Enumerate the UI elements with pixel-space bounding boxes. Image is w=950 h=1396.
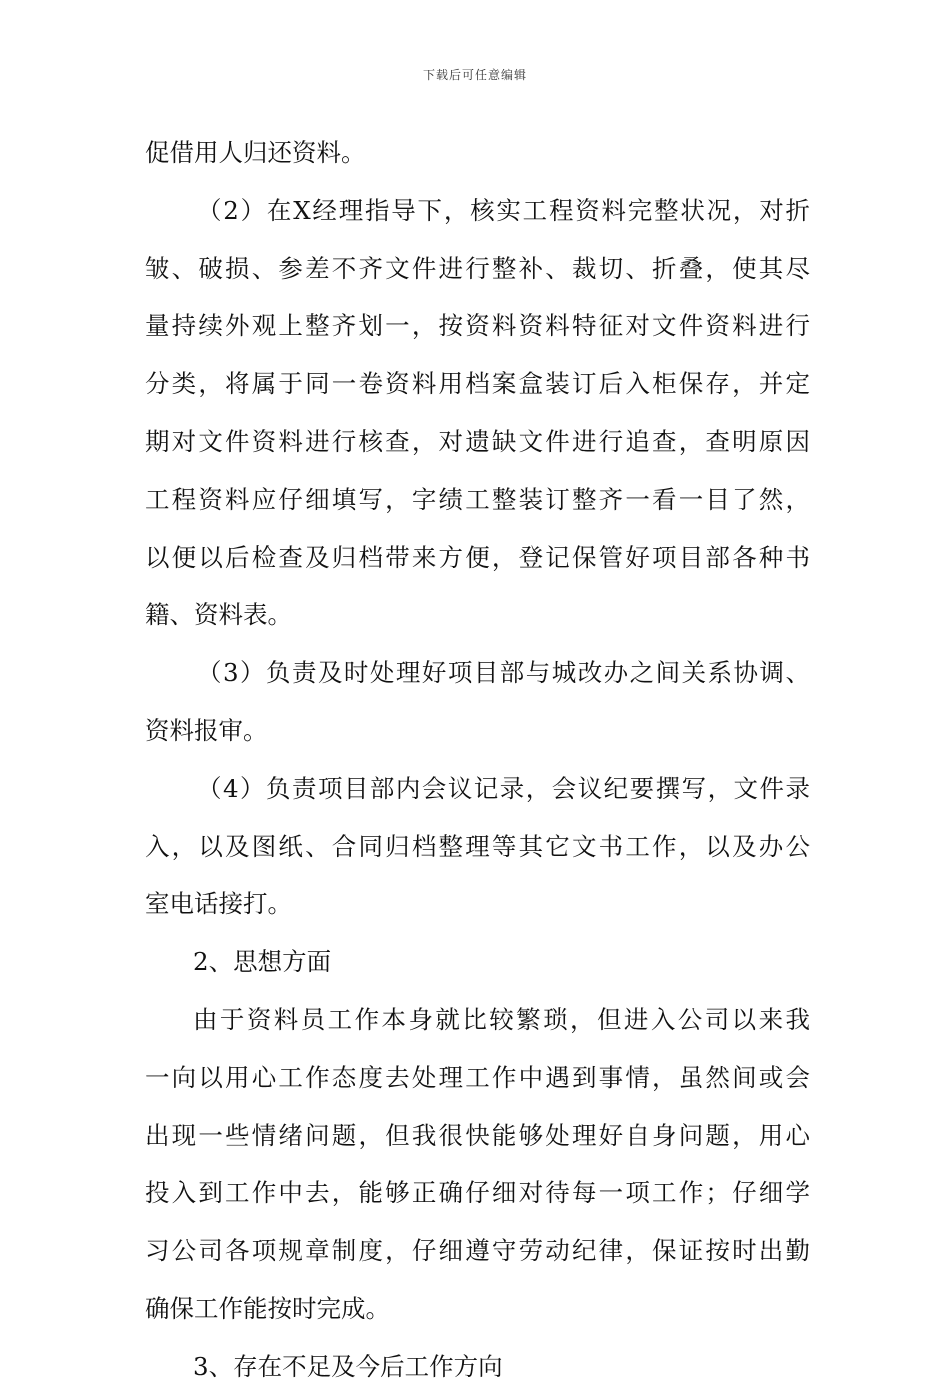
text-line: （3）负责及时处理好项目部与城改办之间关系协调、 xyxy=(197,658,810,688)
document-body xyxy=(145,124,810,1396)
text-line: 一向以用心工作态度去处理工作中遇到事情，虽然间或会 xyxy=(145,1062,810,1092)
paragraph-item-4 xyxy=(145,760,810,933)
heading-text: 3、存在不足及今后工作方向 xyxy=(193,1351,503,1381)
paragraph-item-2 xyxy=(145,182,810,644)
text-line: 室电话接打。 xyxy=(145,889,292,919)
heading-text: 2、思想方面 xyxy=(193,947,332,977)
section-heading-shortcomings xyxy=(145,1338,810,1396)
text-line: 工程资料应仔细填写，字绩工整装订整齐一看一目了然， xyxy=(145,484,810,514)
text-line: 入，以及图纸、合同归档整理等其它文书工作，以及办公 xyxy=(145,831,810,861)
text-line: （2）在X经理指导下，核实工程资料完整状况，对折 xyxy=(197,195,810,225)
text-line: 籍、资料表。 xyxy=(145,600,292,630)
text-line: 以便以后检查及归档带来方便，登记保管好项目部各种书 xyxy=(145,542,810,572)
text-line: 期对文件资料进行核查，对遗缺文件进行追查，查明原因 xyxy=(145,426,810,456)
text-line: 资料报审。 xyxy=(145,715,268,745)
paragraph-item-3 xyxy=(145,644,810,760)
text-line: 量持续外观上整齐划一，按资料资料特征对文件资料进行 xyxy=(145,311,810,341)
text-line: 确保工作能按时完成。 xyxy=(145,1293,390,1323)
text-line: 出现一些情绪问题，但我很快能够处理好自身问题，用心 xyxy=(145,1120,810,1150)
text-line: 习公司各项规章制度，仔细遵守劳动纪律，保证按时出勤 xyxy=(145,1236,810,1266)
text-line: （4）负责项目部内会议记录，会议纪要撰写，文件录 xyxy=(197,773,810,803)
text-line: 促借用人归还资料。 xyxy=(145,138,366,167)
page-header: 下载后可任意编辑 xyxy=(422,68,527,82)
text-line: 由于资料员工作本身就比较繁琐，但进入公司以来我 xyxy=(193,1004,810,1034)
paragraph-continuation xyxy=(145,124,810,182)
text-line: 皱、破损、参差不齐文件进行整补、裁切、折叠，使其尽 xyxy=(145,253,810,283)
section-heading-thoughts xyxy=(145,933,810,991)
text-line: 分类，将属于同一卷资料用档案盒装订后入柜保存，并定 xyxy=(145,369,810,399)
paragraph-thoughts xyxy=(145,991,810,1338)
text-line: 投入到工作中去，能够正确仔细对待每一项工作；仔细学 xyxy=(145,1178,810,1208)
